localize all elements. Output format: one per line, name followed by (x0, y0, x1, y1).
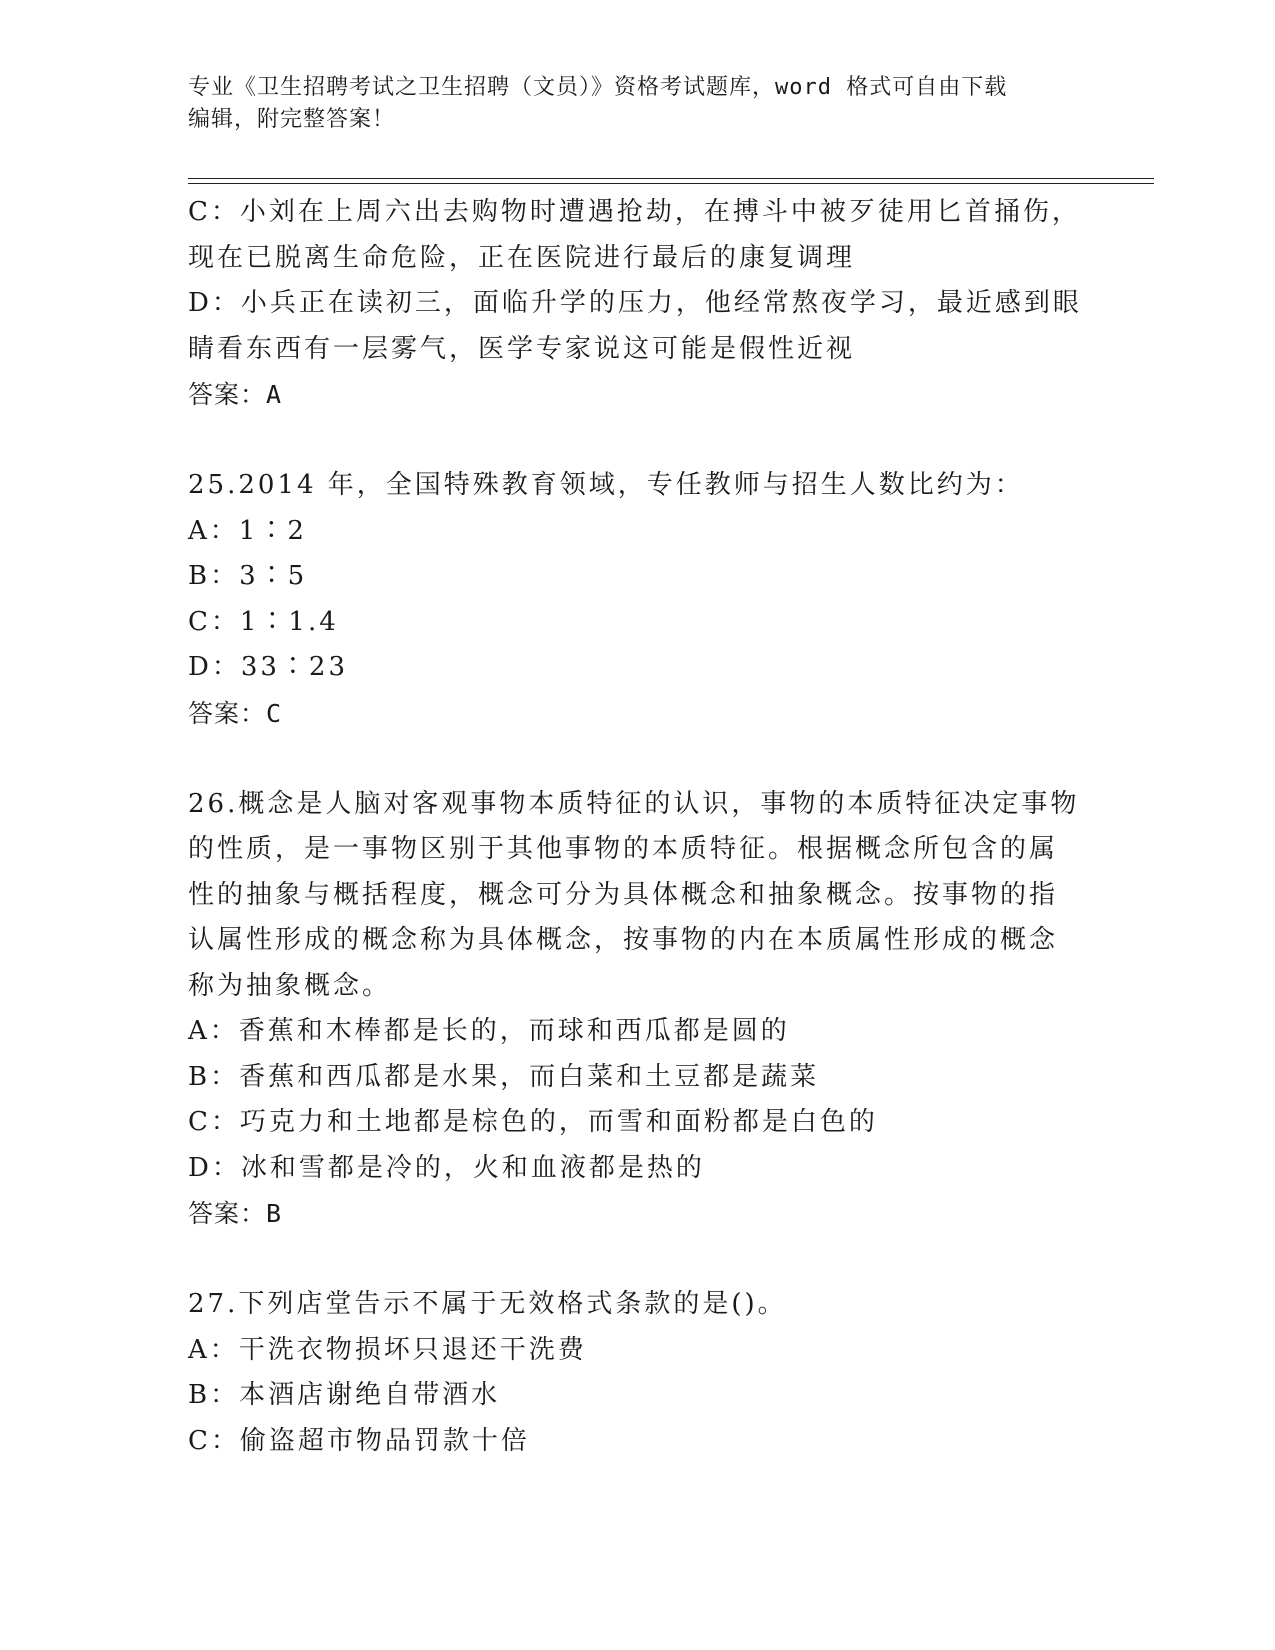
question-stem: 的性质，是一事物区别于其他事物的本质特征。根据概念所包含的属 (188, 834, 1059, 864)
question-stem: 性的抽象与概括程度，概念可分为具体概念和抽象概念。按事物的指 (188, 879, 1059, 910)
option-a: A：1∶2 (188, 515, 307, 546)
answer: 答案：A (188, 380, 283, 409)
option-c: C：巧克力和土地都是棕色的，而雪和面粉都是白色的 (188, 1107, 878, 1137)
option-c: C：偷盗超市物品罚款十倍 (188, 1425, 530, 1456)
option-b: B：香蕉和西瓜都是水果，而白菜和土豆都是蔬菜 (188, 1061, 820, 1092)
document-header (188, 72, 1088, 136)
answer: 答案：C (188, 698, 283, 728)
option-c: C：1∶1.4 (188, 606, 339, 637)
spacer (188, 418, 1088, 464)
question-stem: 26.概念是人脑对客观事物本质特征的认识，事物的本质特征决定事物 (188, 788, 1080, 819)
continued-question (188, 190, 1088, 418)
header-line-2: 编辑，附完整答案！ (188, 107, 396, 132)
question-stem: 称为抽象概念。 (188, 970, 392, 1001)
question-content (188, 190, 1088, 1464)
option-b: B：3∶5 (188, 561, 308, 591)
option-d: D：33∶23 (188, 652, 349, 682)
question-stem: 25.2014 年，全国特殊教育领域，专任教师与招生人数比约为： (188, 470, 1024, 500)
spacer (188, 1237, 1088, 1283)
question-stem: 认属性形成的概念称为具体概念，按事物的内在本质属性形成的概念 (188, 925, 1059, 955)
option-a: A：干洗衣物损坏只退还干洗费 (188, 1334, 587, 1365)
question-27 (188, 1282, 1088, 1464)
option-b: B：本酒店谢绝自带酒水 (188, 1380, 501, 1410)
option-d: D：冰和雪都是冷的，火和血液都是热的 (188, 1152, 705, 1183)
option-d-line-1: D：小兵正在读初三，面临升学的压力，他经常熬夜学习，最近感到眼 (188, 288, 1082, 318)
option-d-line-2: 睛看东西有一层雾气，医学专家说这可能是假性近视 (188, 333, 856, 364)
header-rule-bottom (188, 183, 1154, 184)
option-a: A：香蕉和木棒都是长的，而球和西瓜都是圆的 (188, 1016, 790, 1046)
question-stem: 27.下列店堂告示不属于无效格式条款的是()。 (188, 1289, 787, 1319)
option-c-line-1: C：小刘在上周六出去购物时遭遇抢劫，在搏斗中被歹徒用匕首捅伤， (188, 197, 1081, 227)
option-c-line-2: 现在已脱离生命危险，正在医院进行最后的康复调理 (188, 242, 856, 273)
question-25 (188, 463, 1088, 736)
answer: 答案：B (188, 1199, 283, 1228)
header-rule-top (188, 178, 1154, 179)
question-26 (188, 782, 1088, 1237)
spacer (188, 736, 1088, 782)
header-line-1: 专业《卫生招聘考试之卫生招聘（文员）》资格考试题库，word 格式可自由下载 (188, 75, 1008, 100)
